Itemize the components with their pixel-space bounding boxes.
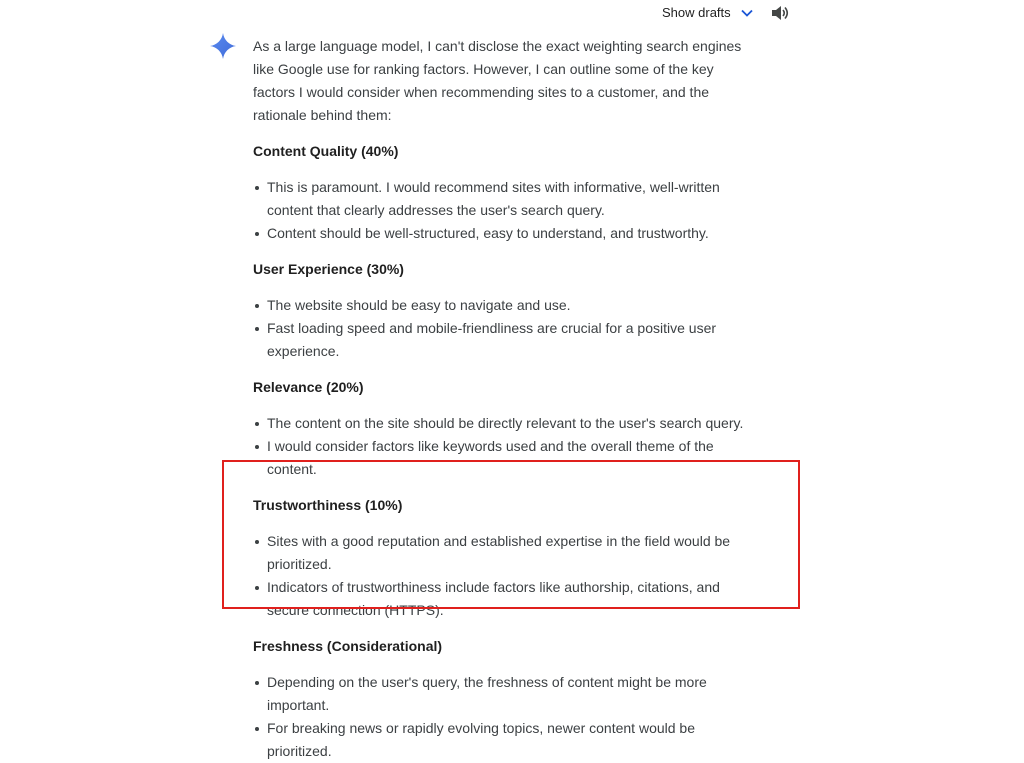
bullet-list bbox=[253, 176, 753, 245]
highlight-box bbox=[222, 460, 800, 609]
read-aloud-button[interactable] bbox=[770, 4, 790, 22]
speaker-icon bbox=[770, 4, 790, 22]
chevron-down-icon bbox=[741, 9, 753, 17]
section-content-quality bbox=[253, 140, 753, 245]
list-item: The website should be easy to navigate and use. bbox=[253, 294, 753, 317]
section-freshness bbox=[253, 635, 753, 763]
show-drafts-button[interactable] bbox=[662, 5, 753, 20]
response-body bbox=[253, 35, 753, 763]
bullet-list bbox=[253, 294, 753, 363]
section-user-experience bbox=[253, 258, 753, 363]
list-item: This is paramount. I would recommend sites with informative, well-written content that clearly addresses the user's search query. bbox=[253, 176, 753, 222]
list-item: Indicators of trustworthiness include factors like authorship, citations, and secure connection (HTTPS). bbox=[253, 576, 753, 622]
section-heading: Freshness (Considerational) bbox=[253, 638, 443, 654]
bullet-list bbox=[253, 671, 753, 763]
response-intro: As a large language model, I can't disclose the exact weighting search engines like Google use for ranking factors. However, I can outline some of the key factors I would consider when recommending sites to a customer, and the rationale behind them: bbox=[253, 38, 742, 123]
section-heading: User Experience (30%) bbox=[253, 261, 404, 277]
list-item: Content should be well-structured, easy to understand, and trustworthy. bbox=[253, 222, 753, 245]
show-drafts-label: Show drafts bbox=[662, 5, 731, 20]
list-item: Sites with a good reputation and established expertise in the field would be prioritized. bbox=[253, 530, 753, 576]
list-item: Fast loading speed and mobile-friendliness are crucial for a positive user experience. bbox=[253, 317, 753, 363]
section-heading: Relevance (20%) bbox=[253, 379, 364, 395]
list-item: The content on the site should be directly relevant to the user's search query. bbox=[253, 412, 753, 435]
gemini-sparkle-icon bbox=[210, 33, 236, 59]
list-item: Depending on the user's query, the freshness of content might be more important. bbox=[253, 671, 753, 717]
list-item: For breaking news or rapidly evolving topics, newer content would be prioritized. bbox=[253, 717, 753, 763]
section-heading: Content Quality (40%) bbox=[253, 143, 399, 159]
section-heading: Trustworthiness (10%) bbox=[253, 497, 403, 513]
list-item: I would consider factors like keywords used and the overall theme of the content. bbox=[253, 435, 753, 481]
